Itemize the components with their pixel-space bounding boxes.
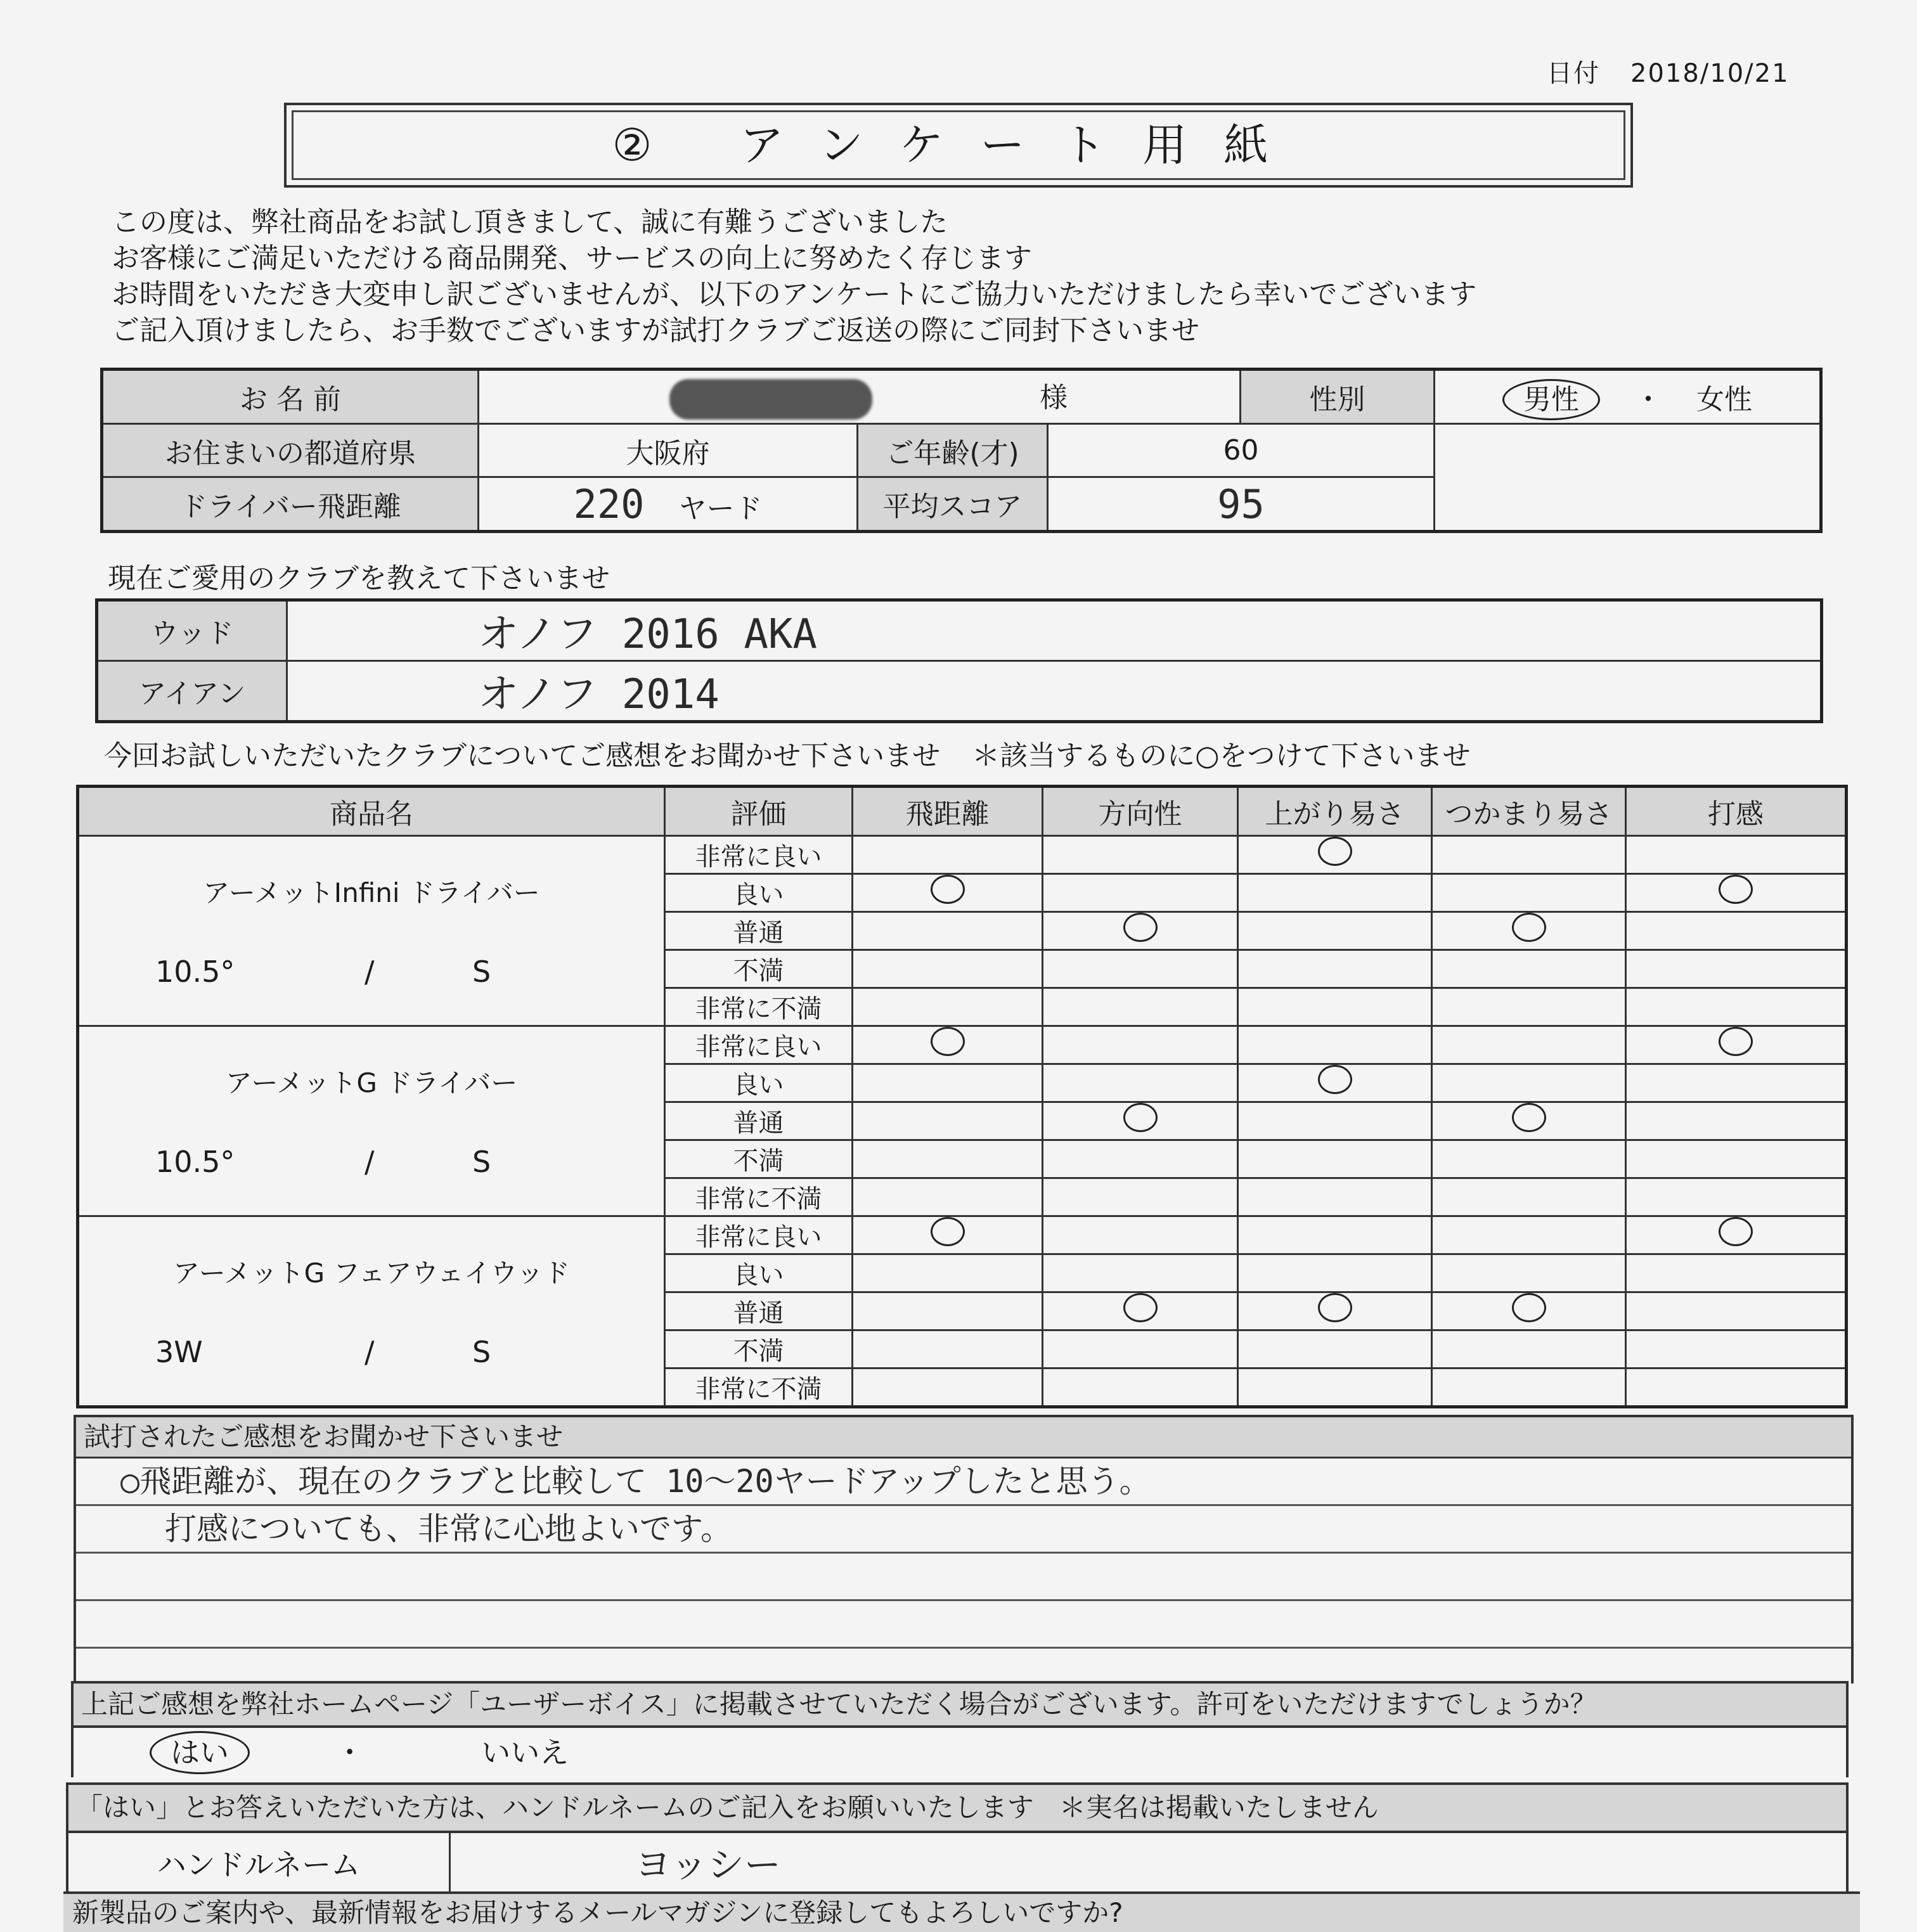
eval-row <box>78 836 1847 874</box>
name-suffix: 様 <box>1040 381 1068 414</box>
rating-cell[interactable] <box>1043 1330 1238 1368</box>
rating-cell[interactable] <box>1238 1064 1432 1102</box>
rating-label: 良い <box>665 1064 853 1102</box>
product-spec: 3W <box>155 1335 203 1369</box>
eval-header: 打感 <box>1626 787 1847 836</box>
permission-separator: ・ <box>335 1736 365 1770</box>
rating-cell[interactable] <box>1626 1140 1847 1178</box>
permission-question: 上記ご感想を弊社ホームページ「ユーザーボイス」に掲載させていただく場合がございます。許可をいただけますでしょうか？ <box>71 1681 1849 1728</box>
rating-cell[interactable] <box>1432 1368 1626 1407</box>
handle-section <box>66 1782 1849 1899</box>
rating-label: 普通 <box>665 1292 853 1330</box>
rating-cell[interactable] <box>1238 1178 1432 1216</box>
rating-cell[interactable] <box>1238 1140 1432 1178</box>
rating-cell[interactable] <box>1043 988 1238 1026</box>
intro-line: ご記入頂けましたら、お手数でございますが試打クラブご返送の際にご同封下さいませ <box>112 314 1199 347</box>
circle-mark <box>1318 837 1352 866</box>
rating-cell[interactable] <box>853 1292 1043 1330</box>
rating-cell[interactable] <box>853 1102 1043 1140</box>
rating-cell[interactable] <box>1238 1330 1432 1368</box>
intro-text <box>112 204 1476 349</box>
rating-cell[interactable] <box>853 1368 1043 1407</box>
circle-mark <box>1318 1065 1352 1094</box>
product-spec: S <box>472 955 491 989</box>
handle-row <box>66 1833 1849 1899</box>
rating-cell[interactable] <box>1043 1216 1238 1254</box>
rating-cell[interactable] <box>1432 988 1626 1026</box>
rating-cell[interactable] <box>1238 1026 1432 1064</box>
rating-cell[interactable] <box>1043 1254 1238 1292</box>
rating-cell[interactable] <box>1626 836 1847 874</box>
comment-line[interactable]: 打感についても、非常に心地よいです。 <box>76 1506 1851 1554</box>
profile-blank-cell <box>1435 424 1821 532</box>
permission-section <box>71 1681 1849 1777</box>
rating-cell[interactable] <box>1043 1292 1238 1330</box>
avg-score-value[interactable]: 95 <box>1048 477 1435 532</box>
rating-cell[interactable] <box>1432 836 1626 874</box>
avg-score-label: 平均スコア <box>858 477 1048 532</box>
rating-cell[interactable] <box>1626 1064 1847 1102</box>
product-name: アーメットG ドライバー <box>225 1067 518 1098</box>
rating-cell[interactable] <box>853 1064 1043 1102</box>
rating-cell[interactable] <box>1626 1178 1847 1216</box>
rating-cell[interactable] <box>1432 1216 1626 1254</box>
rating-label: 普通 <box>665 1102 853 1140</box>
form-title-box <box>284 103 1633 188</box>
intro-line: お時間をいただき大変申し訳ございませんが、以下のアンケートにご協力いただけましたら幸いでございます <box>112 278 1477 311</box>
rating-cell[interactable] <box>1432 1026 1626 1064</box>
circle-mark <box>1719 1217 1753 1246</box>
prefecture-value[interactable]: 大阪府 <box>479 424 858 477</box>
product-cell <box>78 1026 665 1216</box>
rating-cell[interactable] <box>1043 950 1238 988</box>
evaluation-table <box>76 785 1848 1408</box>
iron-label: アイアン <box>97 661 287 722</box>
form-title: ② アンケート用紙 <box>612 119 1305 171</box>
handle-instruction-text: 「はい」とお答えいただいた方は、ハンドルネームのご記入をお願いいたします <box>76 1792 1034 1823</box>
rating-label: 非常に不満 <box>665 1178 853 1216</box>
rating-label: 非常に良い <box>665 1026 853 1064</box>
gender-field[interactable] <box>1435 370 1821 424</box>
rating-cell[interactable] <box>1238 988 1432 1026</box>
permission-no[interactable]: いいえ <box>481 1736 569 1770</box>
gender-label: 性別 <box>1241 370 1435 424</box>
rating-cell[interactable] <box>1043 836 1238 874</box>
rating-cell[interactable] <box>1043 1368 1238 1407</box>
product-spec: 10.5° <box>155 1145 235 1179</box>
rating-cell[interactable] <box>853 1178 1043 1216</box>
rating-cell[interactable] <box>1432 1292 1626 1330</box>
rating-label: 不満 <box>665 950 853 988</box>
rating-cell[interactable] <box>1043 1178 1238 1216</box>
circle-mark <box>1318 1293 1352 1322</box>
eval-note: ＊該当するものに○をつけて下さいませ <box>972 740 1471 772</box>
rating-cell[interactable] <box>1626 1102 1847 1140</box>
handle-value[interactable]: ヨッシー <box>635 1843 781 1886</box>
rating-cell[interactable] <box>1432 912 1626 950</box>
rating-cell[interactable] <box>1626 1254 1847 1292</box>
rating-cell[interactable] <box>1626 1216 1847 1254</box>
rating-cell[interactable] <box>1626 1330 1847 1368</box>
eval-header: 方向性 <box>1043 787 1238 836</box>
rating-cell[interactable] <box>853 836 1043 874</box>
rating-cell[interactable] <box>853 950 1043 988</box>
circle-mark <box>1123 1103 1158 1132</box>
eval-header: 飛距離 <box>853 787 1043 836</box>
rating-label: 不満 <box>665 1140 853 1178</box>
product-cell <box>78 1216 665 1407</box>
rating-label: 普通 <box>665 912 853 950</box>
eval-heading-text: 今回お試しいただいたクラブについてご感想をお聞かせ下さいませ <box>104 740 941 772</box>
gender-separator: ・ <box>1634 383 1663 416</box>
rating-cell[interactable] <box>1043 1102 1238 1140</box>
circle-mark <box>1512 913 1546 942</box>
rating-cell[interactable] <box>1432 1254 1626 1292</box>
product-name: アーメットInfini ドライバー <box>203 877 540 908</box>
circle-mark <box>931 1217 965 1246</box>
gender-male[interactable]: 男性 <box>1502 379 1600 420</box>
rating-label: 非常に良い <box>665 836 853 874</box>
name-field[interactable] <box>479 370 1241 424</box>
circle-mark <box>931 1027 965 1056</box>
comment-line-empty[interactable] <box>76 1554 1851 1601</box>
rating-cell[interactable] <box>853 874 1043 912</box>
comments-heading: 試打されたご感想をお聞かせ下さいませ <box>76 1417 1851 1459</box>
comments-section <box>74 1415 1854 1684</box>
product-spec: / <box>365 955 375 989</box>
rating-cell[interactable] <box>1432 1178 1626 1216</box>
rating-cell[interactable] <box>1626 1368 1847 1407</box>
comment-line[interactable]: ○飛距離が、現在のクラブと比較して 10～20ヤードアップしたと思う。 <box>76 1459 1851 1506</box>
drive-distance-value: 220 <box>573 480 645 527</box>
rating-cell[interactable] <box>1626 912 1847 950</box>
intro-line: お客様にご満足いただける商品開発、サービスの向上に努めたく存じます <box>112 242 1032 274</box>
iron-value[interactable]: オノフ 2014 <box>287 661 1822 722</box>
rating-cell[interactable] <box>1432 1064 1626 1102</box>
circle-mark <box>1123 1293 1158 1322</box>
profile-table <box>100 368 1823 533</box>
age-value[interactable]: 60 <box>1048 424 1435 477</box>
circle-mark <box>931 875 965 904</box>
handle-instruction <box>66 1782 1849 1833</box>
rating-label: 良い <box>665 1254 853 1292</box>
date-label: 日付 <box>1547 59 1600 88</box>
eval-header: 商品名 <box>78 787 665 836</box>
rating-cell[interactable] <box>853 1216 1043 1254</box>
gender-female[interactable]: 女性 <box>1696 383 1753 416</box>
rating-cell[interactable] <box>1626 1292 1847 1330</box>
rating-cell[interactable] <box>1626 1026 1847 1064</box>
circle-mark <box>1512 1293 1546 1322</box>
wood-label: ウッド <box>97 600 287 661</box>
rating-cell[interactable] <box>853 1026 1043 1064</box>
rating-cell[interactable] <box>1043 1064 1238 1102</box>
drive-distance-label: ドライバー飛距離 <box>102 477 479 532</box>
eval-header: つかまり易さ <box>1432 787 1626 836</box>
rating-cell[interactable] <box>1432 1330 1626 1368</box>
rating-cell[interactable] <box>1238 836 1432 874</box>
rating-cell[interactable] <box>1432 950 1626 988</box>
age-label: ご年齢(才) <box>858 424 1048 477</box>
permission-yes[interactable]: はい <box>150 1731 250 1774</box>
intro-line: この度は、弊社商品をお試し頂きまして、誠に有難うございました <box>112 206 948 238</box>
rating-cell[interactable] <box>1043 912 1238 950</box>
wood-value[interactable]: オノフ 2016 AKA <box>287 600 1822 661</box>
comment-line-empty[interactable] <box>76 1601 1851 1649</box>
rating-cell[interactable] <box>1238 1254 1432 1292</box>
drive-distance-unit: ヤード <box>678 492 763 525</box>
rating-cell[interactable] <box>1238 1102 1432 1140</box>
rating-cell[interactable] <box>1626 950 1847 988</box>
rating-label: 良い <box>665 874 853 912</box>
rating-cell[interactable] <box>1043 874 1238 912</box>
name-label: お 名 前 <box>102 370 479 424</box>
rating-label: 非常に不満 <box>665 988 853 1026</box>
circle-mark <box>1719 875 1753 904</box>
rating-cell[interactable] <box>1432 1102 1626 1140</box>
rating-cell[interactable] <box>1238 874 1432 912</box>
rating-label: 不満 <box>665 1330 853 1368</box>
rating-cell[interactable] <box>1238 1292 1432 1330</box>
rating-cell[interactable] <box>1626 874 1847 912</box>
permission-options <box>71 1728 1849 1777</box>
rating-cell[interactable] <box>853 988 1043 1026</box>
product-spec: S <box>472 1145 491 1179</box>
circle-mark <box>1123 913 1158 942</box>
rating-cell[interactable] <box>853 1254 1043 1292</box>
product-spec: / <box>365 1145 375 1179</box>
rating-cell[interactable] <box>1432 874 1626 912</box>
rating-cell[interactable] <box>1626 988 1847 1026</box>
rating-cell[interactable] <box>1238 912 1432 950</box>
eval-header: 上がり易さ <box>1238 787 1432 836</box>
rating-cell[interactable] <box>1432 1140 1626 1178</box>
product-cell <box>78 836 665 1026</box>
date <box>1547 53 1790 89</box>
product-name: アーメットG フェアウェイウッド <box>173 1258 570 1289</box>
clubs-table <box>95 598 1823 723</box>
rating-cell[interactable] <box>1043 1140 1238 1178</box>
newsletter-question: 新製品のご案内や、最新情報をお届けするメールマガジンに登録してもよろしいですか? <box>63 1891 1860 1932</box>
circle-mark <box>1719 1027 1753 1056</box>
rating-label: 非常に不満 <box>665 1368 853 1407</box>
drive-distance-field[interactable] <box>479 477 858 532</box>
clubs-heading: 現在ご愛用のクラブを教えて下さいませ <box>108 562 610 595</box>
circle-mark <box>1512 1103 1546 1132</box>
rating-cell[interactable] <box>1238 1368 1432 1407</box>
rating-cell[interactable] <box>1043 1026 1238 1064</box>
eval-row <box>78 1216 1847 1254</box>
product-spec: / <box>365 1335 375 1369</box>
prefecture-label: お住まいの都道府県 <box>102 424 479 477</box>
rating-cell[interactable] <box>1238 950 1432 988</box>
handle-note: ＊実名は掲載いたしません <box>1059 1792 1379 1823</box>
eval-heading <box>104 733 1471 773</box>
eval-row <box>78 1026 1847 1064</box>
rating-cell[interactable] <box>853 912 1043 950</box>
rating-cell[interactable] <box>1238 1216 1432 1254</box>
handle-label: ハンドルネーム <box>68 1833 451 1897</box>
date-value: 2018/10/21 <box>1630 59 1790 88</box>
product-spec: 10.5° <box>155 955 235 989</box>
product-spec: S <box>472 1335 491 1369</box>
rating-cell[interactable] <box>853 1330 1043 1368</box>
eval-header: 評価 <box>665 787 853 836</box>
redacted-name <box>669 379 872 420</box>
rating-label: 非常に良い <box>665 1216 853 1254</box>
rating-cell[interactable] <box>853 1140 1043 1178</box>
